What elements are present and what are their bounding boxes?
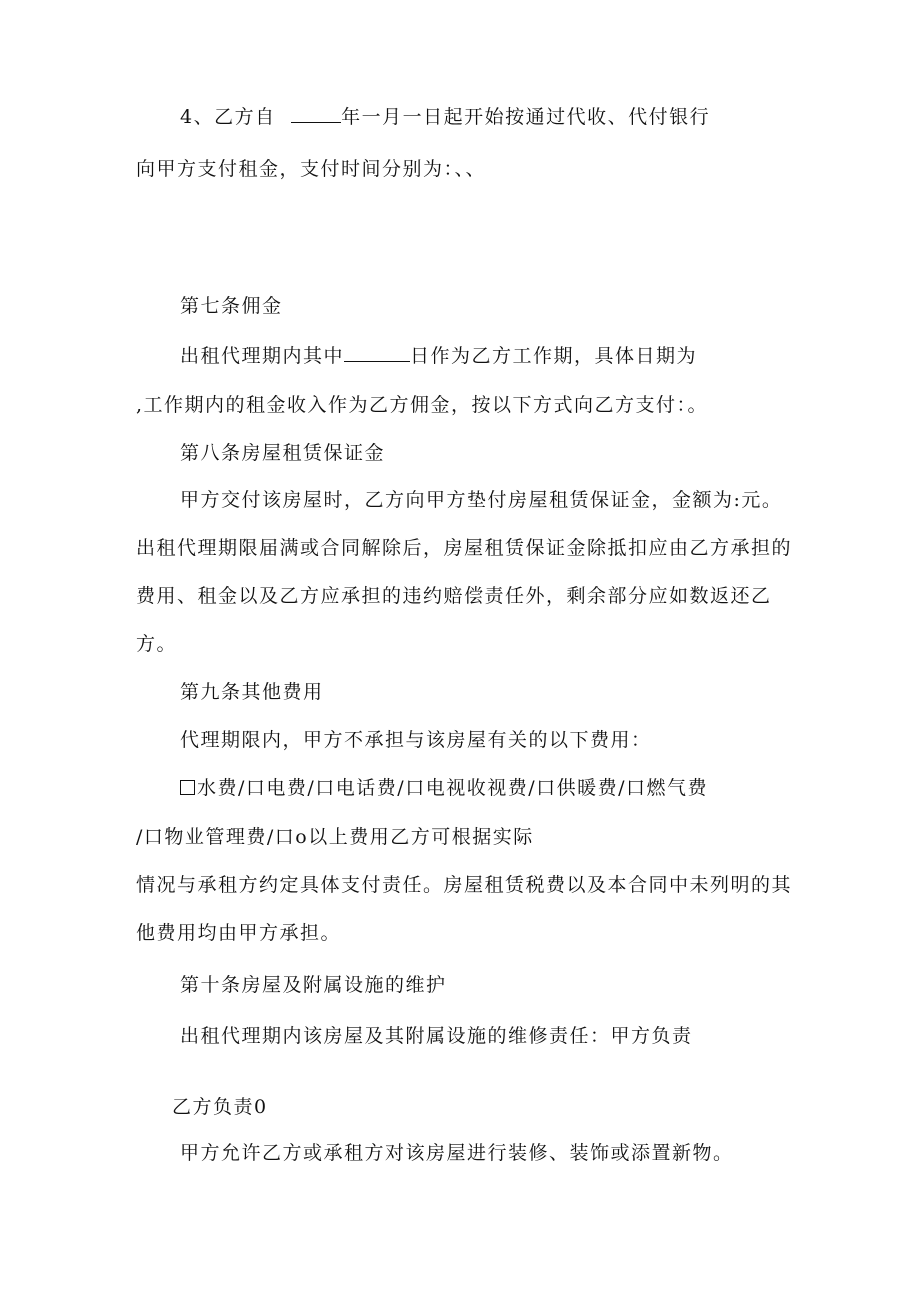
article-10-line-3: 甲方允许乙方或承租方对该房屋进行装修、装饰或添置新物。 [180,1142,734,1164]
article-10-line-2: 乙方负责0 [172,1096,268,1118]
clause-4-line-1 [180,105,710,129]
article-8-title: 第八条房屋租赁保证金 [180,442,386,464]
article-8-line-1: 甲方交付该房屋时，乙方向甲方垫付房屋租赁保证金，金额为:元。 [180,489,783,511]
article-9-line-4: 情况与承租方约定具体支付责任。房屋租赁税费以及本合同中未列明的其 [136,874,793,896]
article-9-fee-list: 水费/口电费/口电话费/口电视收视费/口供暖费/口燃气费 [197,777,709,799]
article-9-line-3: /口物业管理费/口o以上费用乙方可根据实际 [136,826,534,848]
article-9-title: 第九条其他费用 [180,681,324,703]
blank-days-field [344,346,410,362]
article-10-title: 第十条房屋及附属设施的维护 [180,974,447,996]
article-9-line-2 [180,776,708,800]
clause-4-rest: 年一月一日起开始按通过代收、代付银行 [341,106,711,128]
blank-year-field [291,107,341,123]
article-8-line-2: 出租代理期限届满或合同解除后，房屋租赁保证金除抵扣应由乙方承担的 [136,537,793,559]
article-7-line-1-rest: 日作为乙方工作期，具体日期为 [410,345,698,367]
article-9-line-5: 他费用均由甲方承担。 [136,922,342,944]
clause-4-line-2: 向甲方支付租金，支付时间分别为：、、 [136,158,487,180]
article-8-line-4: 方。 [136,633,178,655]
article-7-line-1 [180,344,697,368]
article-9-line-1: 代理期限内，甲方不承担与该房屋有关的以下费用： [180,729,652,751]
article-7-title: 第七条佣金 [180,295,283,317]
article-8-line-3: 费用、租金以及乙方应承担的违约赔偿责任外，剩余部分应如数返还乙 [136,585,772,607]
checkbox-icon [180,780,195,795]
article-10-line-1: 出租代理期内该房屋及其附属设施的维修责任：甲方负责 [180,1025,693,1047]
article-7-line-1-prefix: 出租代理期内其中 [180,345,345,367]
article-7-line-2: ,工作期内的租金收入作为乙方佣金，按以下方式向乙方支付：。 [136,394,709,416]
clause-4-prefix: 4、乙方自 [180,106,276,128]
